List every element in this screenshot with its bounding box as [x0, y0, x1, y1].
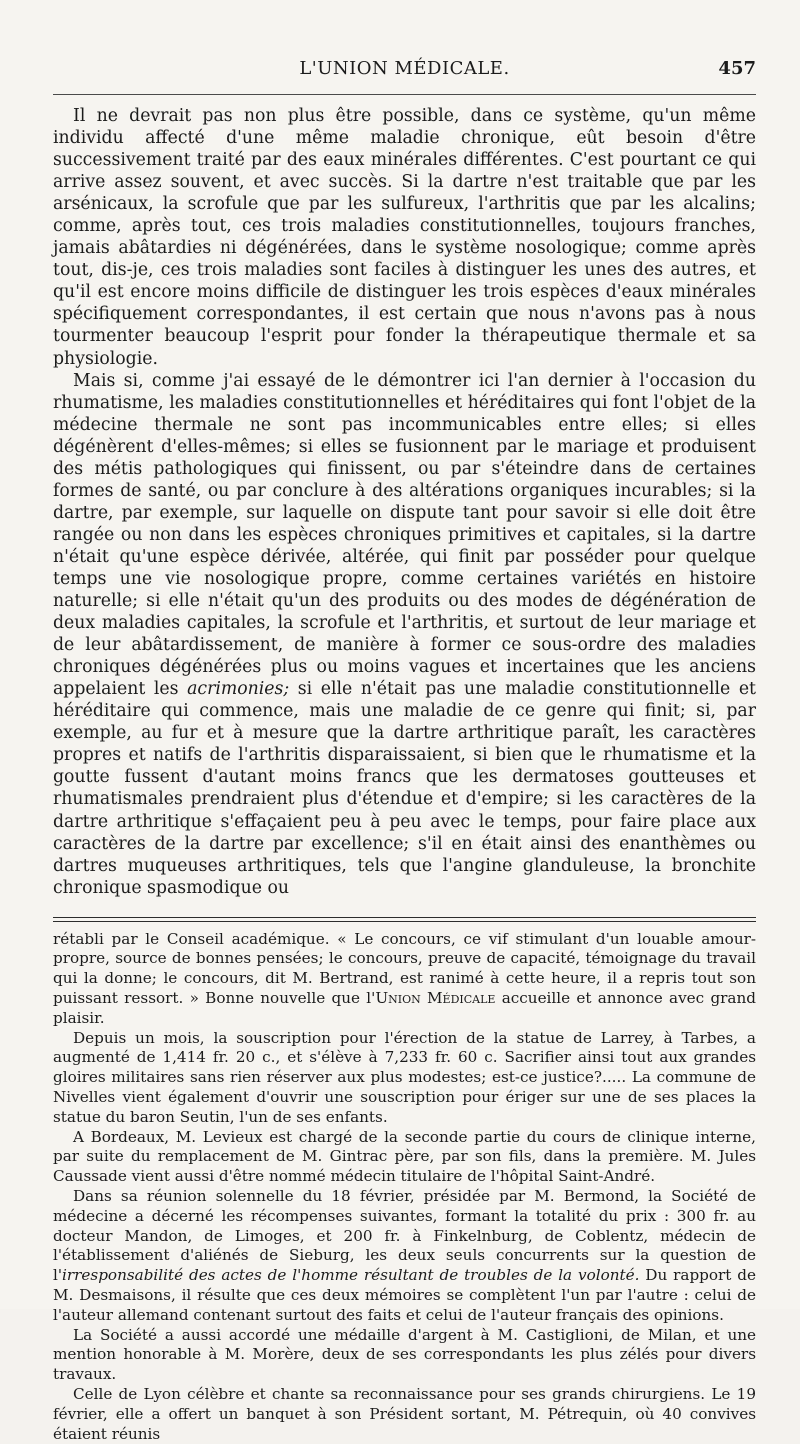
paragraph-text: Il ne devrait pas non plus être possible, dans ce système, qu'un même individu affecté d'une même maladie chronique, eût besoin d'être successivement traité par des eaux minérales différentes. C'est pourtant ce qui arrive assez souvent, et avec succès. Si la dartre n'est traitable que par les arsénicaux, la scrofule que par les sulfureux, l'arthritis que par les alcalins; comme, après tout, ces trois maladies constitutionnelles, toujours franches, jamais abâtardies ni dégénérées, dans le système nosologique; comme après tout, dis-je, ces trois maladies sont faciles à distinguer les unes des autres, et qu'il est encore moins difficile de distinguer les trois espèces d'eaux minérales spécifiquement correspondantes, il est certain que nous n'avons pas à nous tourmenter beaucoup l'esprit pour fonder la thérapeutique thermale et sa physiologie.	[53, 106, 756, 369]
running-title: L'UNION MÉDICALE.	[299, 58, 510, 79]
page-number: 457	[718, 58, 756, 79]
main-article	[53, 105, 756, 899]
paragraph-text: si elle n'était pas une maladie constitutionnelle et héréditaire qui commence, mais une maladie de ce genre qui finit; si, par exemple, au fur et à mesure que la dartre arthritique paraît, les caractères propres et natifs de l'arthritis disparaissaient, si bien que le rhumatisme et la goutte fussent d'autant moins francs que les dermatoses goutteuses et rhumatismales prendraient plus d'étendue et d'empire; si les caractères de la dartre arthritique s'effaçaient peu à peu avec le temps, pour faire place aux caractères de la dartre par excellence; s'il en était ainsi des enanthèmes ou dartres muqueuses arthritiques, tels que l'angine glanduleuse, la bronchite chronique spasmodique ou	[53, 679, 756, 898]
paragraph-text: Dans sa réunion solennelle du 18 février, présidée par M. Bermond, la Société de médecine a décerné les récompenses suivantes, formant la totalité du prix : 300 fr. au docteur Mandon, de Limoges, et 200 fr. à Finkelnburg, de Coblentz, médecin de l'établissement d'aliénés de Sieburg, les deux seuls concurrents sur la question de l'	[53, 1187, 756, 1285]
article-paragraph	[53, 105, 756, 370]
paragraph-text: rétabli par le Conseil académique. « Le concours, ce vif stimulant d'un louable amour-propre, source de bonnes pensées; le concours, preuve de capacité, témoignage du travail qui la donne; le concours, dit M. Bertrand, est ranimé à cette heure, il a repris tout son puissant ressort. » Bonne nouvelle que l'	[53, 929, 756, 1008]
feuilleton-paragraph	[53, 1187, 756, 1326]
feuilleton-separator	[53, 917, 756, 922]
paragraph-text: accueille et annonce avec grand plaisir.	[53, 989, 756, 1027]
paragraph-text: A Bordeaux, M. Levieux est chargé de la seconde partie du cours de clinique interne, par suite du remplacement de M. Gintrac père, par son fils, dans la première. M. Jules Caussade vient aussi d'être nommé médecin titulaire de l'hôpital Saint-André.	[53, 1127, 756, 1186]
paragraph-text: Depuis un mois, la souscription pour l'érection de la statue de Larrey, à Tarbes, a augmenté de 1,414 fr. 20 c., et s'élève à 7,233 fr. 60 c. Sacrifier ainsi tout aux grandes gloires militaires sans rien réserver aux plus modestes; est-ce justice?..... La commune de Nivelles vient également d'ouvrir une souscription pour ériger sur une de ses places la statue du baron Seutin, l'un de ses enfants.	[53, 1028, 756, 1126]
journal-name: Union Médicale	[375, 989, 496, 1008]
feuilleton-paragraph	[53, 1326, 756, 1385]
paragraph-text: Du rapport de M. Desmaisons, il résulte que ces deux mémoires se complètent l'un par l'autre : celui de l'auteur allemand contenant surtout des faits et celui de l'auteur français des opinions.	[53, 1266, 756, 1324]
italic-title: irresponsabilité des actes de l'homme résultant de troubles de la volonté.	[62, 1266, 640, 1285]
feuilleton-paragraph	[53, 1128, 756, 1187]
paragraph-text: Mais si, comme j'ai essayé de le démontrer ici l'an dernier à l'occasion du rhumatisme, les maladies constitutionnelles et héréditaires qui font l'objet de la médecine thermale ne sont pas incommunicables entre elles; si elles dégénèrent d'elles-mêmes; si elles se fusionnent par le mariage et produisent des métis pathologiques qui finissent, ou par s'éteindre dans de certaines formes de santé, ou par conclure à des altérations organiques incurables; si la dartre, par exemple, sur laquelle on dispute tant pour savoir si elle doit être rangée ou non dans les espèces chroniques primitives et capitales, si la dartre n'était qu'une espèce dérivée, altérée, qui finit par posséder pour quelque temps une vie nosologique propre, comme certaines variétés en histoire naturelle; si elle n'était qu'un des produits ou des modes de dégénération de deux maladies capitales, la scrofule et l'arthritis, et surtout de leur mariage et de leur abâtardissement, de manière à former ce sous-ordre des maladies chroniques dégénérées plus ou moins vagues et incertaines que les anciens appelaient les	[53, 370, 756, 700]
feuilleton-paragraph	[53, 1029, 756, 1128]
article-paragraph	[53, 370, 756, 899]
feuilleton-section	[53, 930, 756, 1444]
paragraph-text: La Société a aussi accordé une médaille d'argent à M. Castiglioni, de Milan, et une mention honorable à M. Morère, deux de ses correspondants les plus zélés pour divers travaux.	[53, 1325, 756, 1384]
feuilleton-paragraph	[53, 930, 756, 1029]
feuilleton-paragraph	[53, 1385, 756, 1444]
page-header	[53, 58, 756, 84]
header-rule	[53, 94, 756, 95]
italic-term: acrimonies;	[187, 679, 290, 700]
paragraph-text: Celle de Lyon célèbre et chante sa reconnaissance pour ses grands chirurgiens. Le 19 février, elle a offert un banquet à son Président sortant, M. Pétrequin, où 40 convives étaient réunis	[53, 1385, 756, 1443]
